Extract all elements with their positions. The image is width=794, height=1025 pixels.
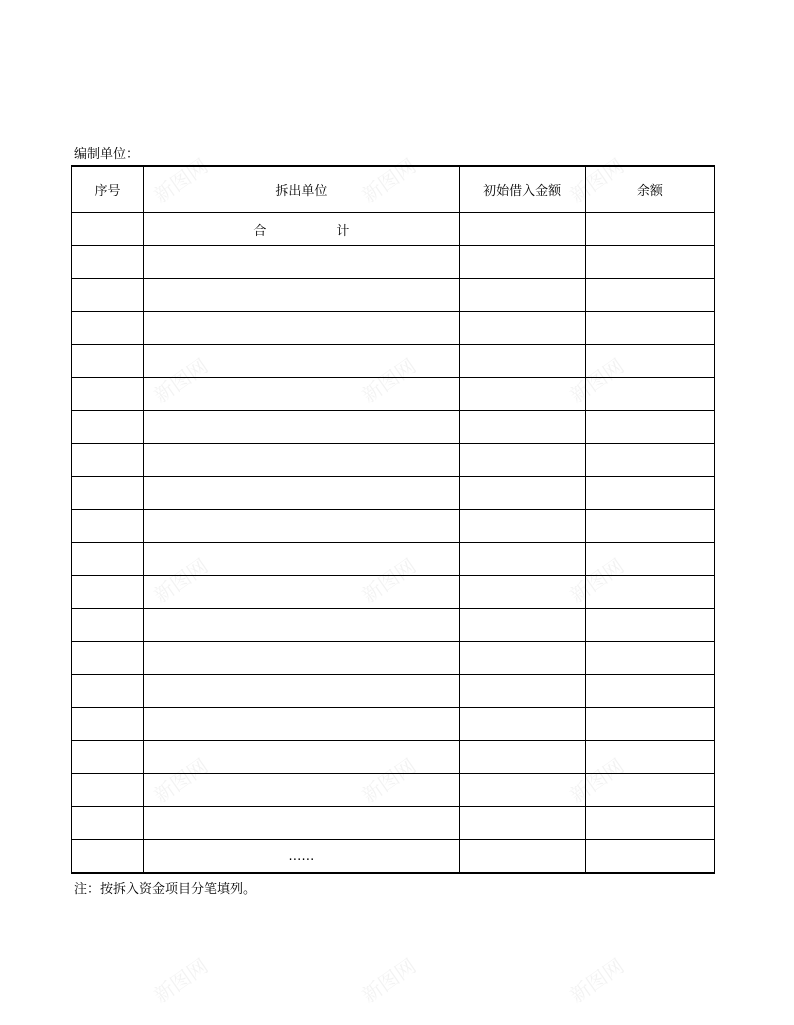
balance-cell[interactable] <box>585 609 714 642</box>
watermark: 新图网 <box>357 153 421 208</box>
seq-cell[interactable] <box>72 774 144 807</box>
table-row <box>72 543 715 576</box>
table-row <box>72 444 715 477</box>
initial-amount-cell[interactable] <box>459 543 585 576</box>
unit-cell[interactable] <box>144 411 459 444</box>
ellipsis-row <box>72 840 715 874</box>
initial-amount-cell[interactable] <box>459 312 585 345</box>
unit-cell[interactable] <box>144 741 459 774</box>
header-balance: 余额 <box>585 166 714 213</box>
seq-cell[interactable] <box>72 543 144 576</box>
balance-cell[interactable] <box>585 708 714 741</box>
watermark: 新图网 <box>357 953 421 1008</box>
table-row <box>72 411 715 444</box>
initial-amount-cell[interactable] <box>459 246 585 279</box>
balance-cell[interactable] <box>585 411 714 444</box>
balance-cell[interactable] <box>585 312 714 345</box>
balance-cell[interactable] <box>585 807 714 840</box>
table-row <box>72 378 715 411</box>
table-row <box>72 576 715 609</box>
balance-cell[interactable] <box>585 675 714 708</box>
unit-cell[interactable] <box>144 807 459 840</box>
total-initial-cell[interactable] <box>459 213 585 246</box>
initial-amount-cell[interactable] <box>459 774 585 807</box>
initial-amount-cell[interactable] <box>459 741 585 774</box>
unit-cell[interactable] <box>144 576 459 609</box>
seq-cell[interactable] <box>72 312 144 345</box>
initial-amount-cell[interactable] <box>459 378 585 411</box>
balance-cell[interactable] <box>585 345 714 378</box>
footnote: 注：按拆入资金项目分笔填列。 <box>74 882 257 897</box>
unit-cell[interactable] <box>144 279 459 312</box>
watermark: 新图网 <box>565 353 629 408</box>
table-header-row <box>72 166 715 213</box>
balance-cell[interactable] <box>585 510 714 543</box>
table-row <box>72 708 715 741</box>
ellipsis-balance-cell[interactable] <box>585 840 714 874</box>
table-row <box>72 510 715 543</box>
balance-cell[interactable] <box>585 279 714 312</box>
initial-amount-cell[interactable] <box>459 807 585 840</box>
balance-cell[interactable] <box>585 477 714 510</box>
unit-cell[interactable] <box>144 444 459 477</box>
initial-amount-cell[interactable] <box>459 675 585 708</box>
unit-cell[interactable] <box>144 774 459 807</box>
unit-cell[interactable] <box>144 312 459 345</box>
total-label-right: 计 <box>336 223 350 239</box>
watermark: 新图网 <box>357 353 421 408</box>
seq-cell[interactable] <box>72 675 144 708</box>
seq-cell[interactable] <box>72 411 144 444</box>
table-row <box>72 312 715 345</box>
watermark: 新图网 <box>149 753 213 808</box>
watermark: 新图网 <box>149 953 213 1008</box>
watermark: 新图网 <box>149 553 213 608</box>
initial-amount-cell[interactable] <box>459 345 585 378</box>
ellipsis-initial-cell[interactable] <box>459 840 585 874</box>
initial-amount-cell[interactable] <box>459 576 585 609</box>
seq-cell[interactable] <box>72 609 144 642</box>
seq-cell[interactable] <box>72 708 144 741</box>
table-row <box>72 279 715 312</box>
table-row <box>72 477 715 510</box>
header-initial-amount: 初始借入金额 <box>459 166 585 213</box>
initial-amount-cell[interactable] <box>459 642 585 675</box>
seq-cell[interactable] <box>72 246 144 279</box>
ellipsis-seq-cell[interactable] <box>72 840 144 874</box>
total-seq-cell[interactable] <box>72 213 144 246</box>
initial-amount-cell[interactable] <box>459 411 585 444</box>
balance-cell[interactable] <box>585 246 714 279</box>
initial-amount-cell[interactable] <box>459 477 585 510</box>
seq-cell[interactable] <box>72 510 144 543</box>
initial-amount-cell[interactable] <box>459 609 585 642</box>
balance-cell[interactable] <box>585 642 714 675</box>
balance-cell[interactable] <box>585 543 714 576</box>
unit-cell[interactable] <box>144 378 459 411</box>
funds-table <box>71 165 715 874</box>
total-row <box>72 213 715 246</box>
watermark: 新图网 <box>357 753 421 808</box>
total-label-cell <box>144 213 459 246</box>
unit-cell[interactable] <box>144 345 459 378</box>
watermark: 新图网 <box>565 753 629 808</box>
table-row <box>72 246 715 279</box>
watermark: 新图网 <box>149 353 213 408</box>
table-row <box>72 675 715 708</box>
unit-cell[interactable] <box>144 510 459 543</box>
table-row <box>72 807 715 840</box>
table-row <box>72 774 715 807</box>
header-seq: 序号 <box>72 166 144 213</box>
watermark: 新图网 <box>565 553 629 608</box>
unit-cell[interactable] <box>144 246 459 279</box>
table-row <box>72 609 715 642</box>
seq-cell[interactable] <box>72 444 144 477</box>
balance-cell[interactable] <box>585 741 714 774</box>
unit-cell[interactable] <box>144 477 459 510</box>
seq-cell[interactable] <box>72 345 144 378</box>
watermark: 新图网 <box>565 153 629 208</box>
initial-amount-cell[interactable] <box>459 444 585 477</box>
balance-cell[interactable] <box>585 774 714 807</box>
initial-amount-cell[interactable] <box>459 279 585 312</box>
watermark: 新图网 <box>565 953 629 1008</box>
unit-label: 编制单位： <box>74 147 140 162</box>
balance-cell[interactable] <box>585 576 714 609</box>
initial-amount-cell[interactable] <box>459 708 585 741</box>
balance-cell[interactable] <box>585 378 714 411</box>
header-unit: 拆出单位 <box>144 166 459 213</box>
watermark: 新图网 <box>357 553 421 608</box>
table-row <box>72 642 715 675</box>
unit-cell[interactable] <box>144 642 459 675</box>
unit-cell[interactable] <box>144 543 459 576</box>
total-label-left: 合 <box>253 223 267 239</box>
seq-cell[interactable] <box>72 741 144 774</box>
table-row <box>72 741 715 774</box>
initial-amount-cell[interactable] <box>459 510 585 543</box>
seq-cell[interactable] <box>72 642 144 675</box>
seq-cell[interactable] <box>72 576 144 609</box>
table-row <box>72 345 715 378</box>
unit-cell[interactable] <box>144 609 459 642</box>
balance-cell[interactable] <box>585 444 714 477</box>
unit-cell[interactable] <box>144 675 459 708</box>
total-balance-cell[interactable] <box>585 213 714 246</box>
seq-cell[interactable] <box>72 279 144 312</box>
seq-cell[interactable] <box>72 378 144 411</box>
watermark: 新图网 <box>149 153 213 208</box>
unit-cell[interactable] <box>144 708 459 741</box>
ellipsis-cell: …… <box>144 840 459 874</box>
seq-cell[interactable] <box>72 807 144 840</box>
seq-cell[interactable] <box>72 477 144 510</box>
